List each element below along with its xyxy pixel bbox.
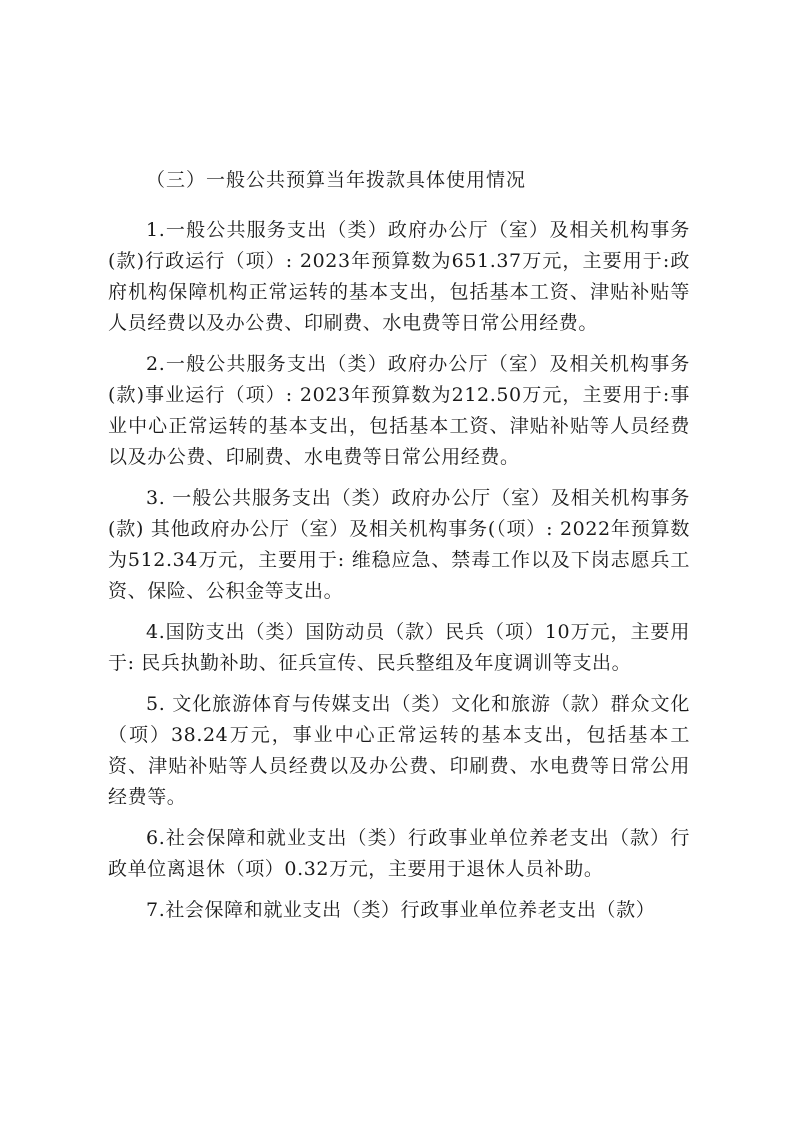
- paragraph-2: 2.一般公共服务支出（类）政府办公厅（室）及相关机构事务(款)事业运行（项）: 2023年预算数为212.50万元，主要用于:事业中心正常运转的基本支出，包括基本工资、津贴补贴等人员经费以及办公费、印刷费、水电费等日常公用经费。: [108, 353, 690, 468]
- paragraph-4: 4.国防支出（类）国防动员（款）民兵（项）10万元，主要用于: 民兵执勤补助、征兵宣传、民兵整组及年度调训等支出。: [108, 621, 690, 674]
- paragraph-7: 7.社会保障和就业支出（类）行政事业单位养老支出（款）: [146, 899, 656, 921]
- paragraph-5: 5. 文化旅游体育与传媒支出（类）文化和旅游（款）群众文化（项）38.24万元，事业中心正常运转的基本支出，包括基本工资、津贴补贴等人员经费以及办公费、印刷费、水电费等日常公用经费等。: [108, 693, 690, 808]
- paragraph-3: 3. 一般公共服务支出（类）政府办公厅（室）及相关机构事务(款) 其他政府办公厅（室）及相关机构事务(（项）: 2022年预算数为512.34万元，主要用于: 维稳应急、禁毒工作以及下岗志愿兵工资、保险、公积金等支出。: [108, 487, 690, 602]
- paragraph-1: 1.一般公共服务支出（类）政府办公厅（室）及相关机构事务(款)行政运行（项）: 2023年预算数为651.37万元，主要用于:政府机构保障机构正常运转的基本支出，包括基本工资、津贴补贴等人员经费以及办公费、印刷费、水电费等日常公用经费。: [108, 219, 690, 334]
- section-heading: （三）一般公共预算当年拨款具体使用情况: [146, 169, 527, 191]
- paragraph-6: 6.社会保障和就业支出（类）行政事业单位养老支出（款）行政单位离退休（项）0.32万元，主要用于退休人员补助。: [108, 827, 690, 880]
